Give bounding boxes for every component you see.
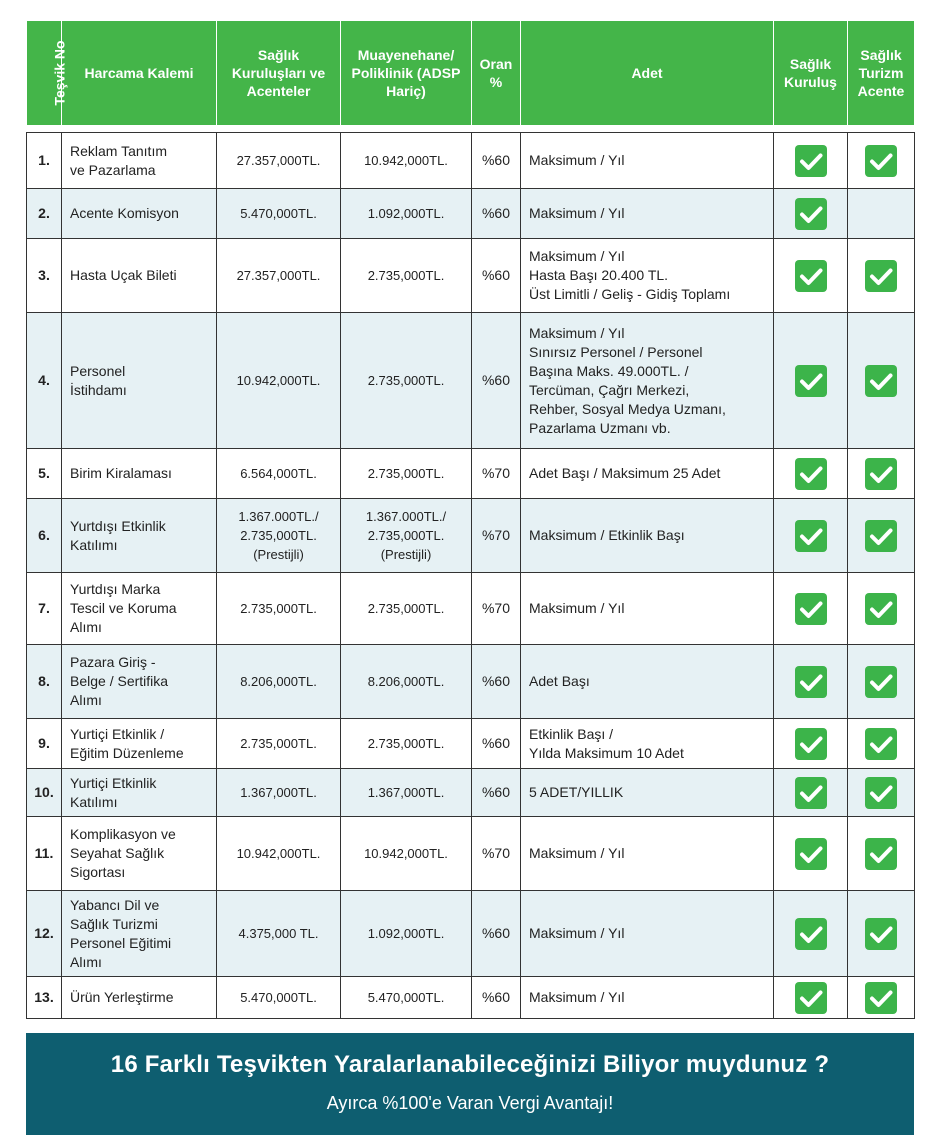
row-agency-cell [848, 449, 915, 499]
check-icon [865, 982, 897, 1014]
check-icon [865, 666, 897, 698]
info-banner [26, 1033, 914, 1135]
row-item: Yurtiçi Etkinlik Katılımı [62, 769, 217, 817]
header-no: Teşvik No [27, 21, 62, 126]
row-number: 1. [27, 133, 62, 189]
row-count: Maksimum / Yıl [521, 133, 774, 189]
row-clinic-amount: 1.092,000TL. [341, 189, 472, 239]
check-icon [865, 520, 897, 552]
row-clinic-amount: 2.735,000TL. [341, 239, 472, 313]
header-item: Harcama Kalemi [62, 21, 217, 126]
incentive-table-container [26, 20, 914, 1019]
row-institution-cell [774, 645, 848, 719]
row-agency-cell [848, 313, 915, 449]
row-health-amount: 6.564,000TL. [217, 449, 341, 499]
row-rate: %60 [472, 133, 521, 189]
row-item: Komplikasyon ve Seyahat Sağlık Sigortası [62, 817, 217, 891]
incentive-table [26, 20, 915, 1019]
row-clinic-amount: 10.942,000TL. [341, 133, 472, 189]
row-number: 12. [27, 891, 62, 977]
row-health-amount: 5.470,000TL. [217, 977, 341, 1019]
row-number: 8. [27, 645, 62, 719]
row-institution-cell [774, 499, 848, 573]
row-health-amount: 10.942,000TL. [217, 313, 341, 449]
row-number: 9. [27, 719, 62, 769]
check-icon [795, 728, 827, 760]
row-number: 4. [27, 313, 62, 449]
row-clinic-amount: 10.942,000TL. [341, 817, 472, 891]
row-agency-cell [848, 133, 915, 189]
row-item: Hasta Uçak Bileti [62, 239, 217, 313]
row-rate: %60 [472, 189, 521, 239]
check-icon [795, 260, 827, 292]
row-rate: %70 [472, 817, 521, 891]
row-rate: %70 [472, 499, 521, 573]
row-item: Yurtdışı Marka Tescil ve Koruma Alımı [62, 573, 217, 645]
check-icon [865, 777, 897, 809]
row-health-amount: 27.357,000TL. [217, 133, 341, 189]
row-number: 7. [27, 573, 62, 645]
row-count: Maksimum / Yıl Hasta Başı 20.400 TL. Üst Limitli / Geliş - Gidiş Toplamı [521, 239, 774, 313]
header-health: Sağlık Kuruluşları ve Acenteler [217, 21, 341, 126]
banner-title: 16 Farklı Teşvikten Yaralarlanabileceğinizi Biliyor muydunuz ? [110, 1051, 830, 1078]
row-rate: %60 [472, 239, 521, 313]
row-health-amount: 27.357,000TL. [217, 239, 341, 313]
row-rate: %60 [472, 891, 521, 977]
row-rate: %60 [472, 313, 521, 449]
row-number: 3. [27, 239, 62, 313]
row-clinic-amount: 2.735,000TL. [341, 449, 472, 499]
row-count: Maksimum / Yıl [521, 891, 774, 977]
row-health-amount: 2.735,000TL. [217, 719, 341, 769]
row-institution-cell [774, 817, 848, 891]
header-clinic: Muayenehane/ Poliklinik (ADSP Hariç) [341, 21, 472, 126]
check-icon [865, 260, 897, 292]
row-clinic-amount: 1.367,000TL. [341, 769, 472, 817]
row-item: Yurtiçi Etkinlik / Eğitim Düzenleme [62, 719, 217, 769]
check-icon [865, 918, 897, 950]
row-clinic-amount: 2.735,000TL. [341, 719, 472, 769]
row-agency-cell [848, 499, 915, 573]
row-count: Adet Başı / Maksimum 25 Adet [521, 449, 774, 499]
row-institution-cell [774, 769, 848, 817]
row-count: 5 ADET/YILLIK [521, 769, 774, 817]
check-icon [795, 982, 827, 1014]
table-row [27, 239, 915, 313]
table-row [27, 645, 915, 719]
row-item: Yabancı Dil ve Sağlık Turizmi Personel Eğitimi Alımı [62, 891, 217, 977]
header-rate: Oran % [472, 21, 521, 126]
check-icon [865, 365, 897, 397]
row-agency-cell [848, 977, 915, 1019]
check-icon [795, 198, 827, 230]
check-icon [795, 365, 827, 397]
check-icon [795, 593, 827, 625]
row-rate: %60 [472, 769, 521, 817]
row-institution-cell [774, 573, 848, 645]
row-agency-cell [848, 645, 915, 719]
row-health-amount: 1.367.000TL./ 2.735,000TL. (Prestijli) [217, 499, 341, 573]
row-number: 6. [27, 499, 62, 573]
check-icon [865, 838, 897, 870]
table-row [27, 977, 915, 1019]
row-health-amount: 4.375,000 TL. [217, 891, 341, 977]
check-icon [865, 593, 897, 625]
row-institution-cell [774, 977, 848, 1019]
check-icon [795, 777, 827, 809]
row-item: Birim Kiralaması [62, 449, 217, 499]
row-count: Etkinlik Başı / Yılda Maksimum 10 Adet [521, 719, 774, 769]
row-number: 13. [27, 977, 62, 1019]
row-health-amount: 1.367,000TL. [217, 769, 341, 817]
row-agency-cell [848, 573, 915, 645]
check-icon [865, 145, 897, 177]
row-number: 10. [27, 769, 62, 817]
row-item: Acente Komisyon [62, 189, 217, 239]
row-item: Reklam Tanıtım ve Pazarlama [62, 133, 217, 189]
row-health-amount: 5.470,000TL. [217, 189, 341, 239]
check-icon [795, 520, 827, 552]
row-health-amount: 2.735,000TL. [217, 573, 341, 645]
check-icon [795, 918, 827, 950]
row-clinic-amount: 2.735,000TL. [341, 573, 472, 645]
row-rate: %60 [472, 977, 521, 1019]
row-item: Pazara Giriş - Belge / Sertifika Alımı [62, 645, 217, 719]
row-rate: %60 [472, 719, 521, 769]
row-item: Personel İstihdamı [62, 313, 217, 449]
table-row [27, 189, 915, 239]
row-institution-cell [774, 189, 848, 239]
row-clinic-amount: 1.092,000TL. [341, 891, 472, 977]
row-agency-cell [848, 817, 915, 891]
row-agency-cell [848, 769, 915, 817]
row-agency-cell [848, 891, 915, 977]
row-institution-cell [774, 239, 848, 313]
header-agency: Sağlık Turizm Acente [848, 21, 915, 126]
table-row [27, 891, 915, 977]
table-row [27, 719, 915, 769]
row-institution-cell [774, 719, 848, 769]
row-count: Maksimum / Etkinlik Başı [521, 499, 774, 573]
check-icon [795, 145, 827, 177]
row-health-amount: 10.942,000TL. [217, 817, 341, 891]
row-item: Ürün Yerleştirme [62, 977, 217, 1019]
table-row [27, 769, 915, 817]
row-rate: %60 [472, 645, 521, 719]
header-row [27, 21, 915, 126]
banner-subtitle: Ayırca %100'e Varan Vergi Avantajı! [326, 1093, 614, 1113]
row-count: Adet Başı [521, 645, 774, 719]
row-count: Maksimum / Yıl Sınırsız Personel / Personel Başına Maks. 49.000TL. / Tercüman, Çağrı Merkezi, Rehber, Sosyal Medya Uzmanı, Pazarlama Uzmanı vb. [521, 313, 774, 449]
table-row [27, 817, 915, 891]
header-count: Adet [521, 21, 774, 126]
row-institution-cell [774, 133, 848, 189]
row-count: Maksimum / Yıl [521, 817, 774, 891]
row-count: Maksimum / Yıl [521, 573, 774, 645]
row-health-amount: 8.206,000TL. [217, 645, 341, 719]
check-icon [795, 666, 827, 698]
table-row [27, 499, 915, 573]
row-number: 5. [27, 449, 62, 499]
table-row [27, 133, 915, 189]
check-icon [795, 458, 827, 490]
row-rate: %70 [472, 573, 521, 645]
row-agency-cell [848, 239, 915, 313]
row-clinic-amount: 1.367.000TL./ 2.735,000TL. (Prestijli) [341, 499, 472, 573]
row-institution-cell [774, 449, 848, 499]
row-number: 11. [27, 817, 62, 891]
check-icon [795, 838, 827, 870]
row-count: Maksimum / Yıl [521, 977, 774, 1019]
row-agency-cell [848, 189, 915, 239]
row-rate: %70 [472, 449, 521, 499]
row-clinic-amount: 8.206,000TL. [341, 645, 472, 719]
row-item: Yurtdışı Etkinlik Katılımı [62, 499, 217, 573]
row-count: Maksimum / Yıl [521, 189, 774, 239]
row-clinic-amount: 5.470,000TL. [341, 977, 472, 1019]
header-institution: Sağlık Kuruluş [774, 21, 848, 126]
table-row [27, 449, 915, 499]
check-icon [865, 728, 897, 760]
row-clinic-amount: 2.735,000TL. [341, 313, 472, 449]
table-row [27, 573, 915, 645]
row-institution-cell [774, 891, 848, 977]
row-number: 2. [27, 189, 62, 239]
table-row [27, 313, 915, 449]
row-institution-cell [774, 313, 848, 449]
row-agency-cell [848, 719, 915, 769]
check-icon [865, 458, 897, 490]
